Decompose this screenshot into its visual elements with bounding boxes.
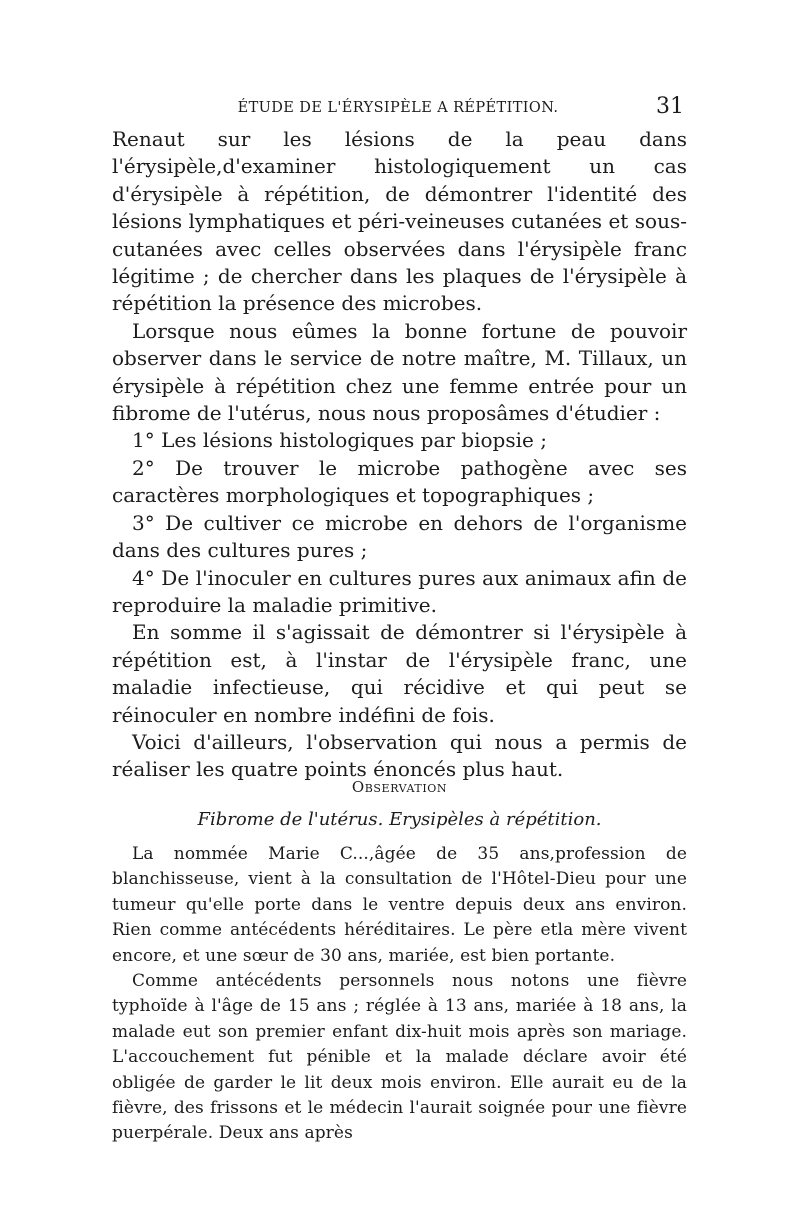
list-item-4: 4° De l'inoculer en cultures pures aux animaux afin de reproduire la maladie primitive. — [112, 565, 687, 617]
paragraph-1: Renaut sur les lésions de la peau dans l'érysipèle,d'examiner histologiquement un cas d'érysipèle à répétition, de démontrer l'identité des lésions lymphatiques et péri-veineuses cutanées et sous-cutanées avec celles observées dans l'érysipèle franc légitime ; de chercher dans les plaques de l'érysipèle à répétition la présence des microbes. — [112, 127, 687, 316]
paragraph-2: Lorsque nous eûmes la bonne fortune de pouvoir observer dans le service de notre maître, M. Tillaux, un érysipèle à répétition chez une femme entrée pour un fibrome de l'utérus, nous nous proposâmes d'étudier : — [112, 318, 687, 426]
observation-text — [112, 842, 687, 1147]
observation-heading: Observation — [351, 778, 448, 796]
list-item-2: 2° De trouver le microbe pathogène avec ses caractères morphologiques et topographiques ; — [112, 455, 687, 508]
paragraph-3: En somme il s'agissait de démontrer si l'érysipèle à répétition est, à l'instar de l'érysipèle franc, une maladie infectieuse, qui récidive et qui peut se réinoculer en nombre indéfini de fois. — [112, 620, 687, 727]
running-title: ÉTUDE DE L'ÉRYSIPÈLE A RÉPÉTITION. — [237, 100, 559, 116]
observation-subtitle: Fibrome de l'utérus. Erysipèles à répétition. — [197, 809, 602, 830]
observation-paragraph-2: Comme antécédents personnels nous notons une fièvre typhoïde à l'âge de 15 ans ; réglée à 13 ans, mariée à 18 ans, la malade eut son premier enfant dix-huit mois après son mariage. L'accouchement fut pénible et la malade déclare avoir été obligée de garder le lit deux mois environ. Elle aurait eu de la fièvre, des frissons et le médecin l'aurait soignée pour une fièvre puerpérale. Deux ans après — [112, 971, 687, 1144]
list-item-1: 1° Les lésions histologiques par biopsie ; — [132, 428, 547, 453]
page-number: 31 — [656, 94, 684, 119]
observation-header — [112, 774, 687, 840]
main-text — [112, 126, 687, 784]
list-item-3: 3° De cultiver ce microbe en dehors de l'organisme dans des cultures pures ; — [112, 510, 687, 563]
running-head — [112, 94, 684, 124]
observation-paragraph-1: La nommée Marie C...,âgée de 35 ans,profession de blanchisseuse, vient à la consultation de l'Hôtel-Dieu pour une tumeur qu'elle porte dans le ventre depuis deux ans environ. Rien comme antécédents héréditaires. Le père etla mère vivent encore, et une sœur de 30 ans, mariée, est bien portante. — [112, 844, 687, 966]
paragraph-4: Voici d'ailleurs, l'observation qui nous a permis de réaliser les quatre points énoncés plus haut. — [112, 729, 687, 782]
